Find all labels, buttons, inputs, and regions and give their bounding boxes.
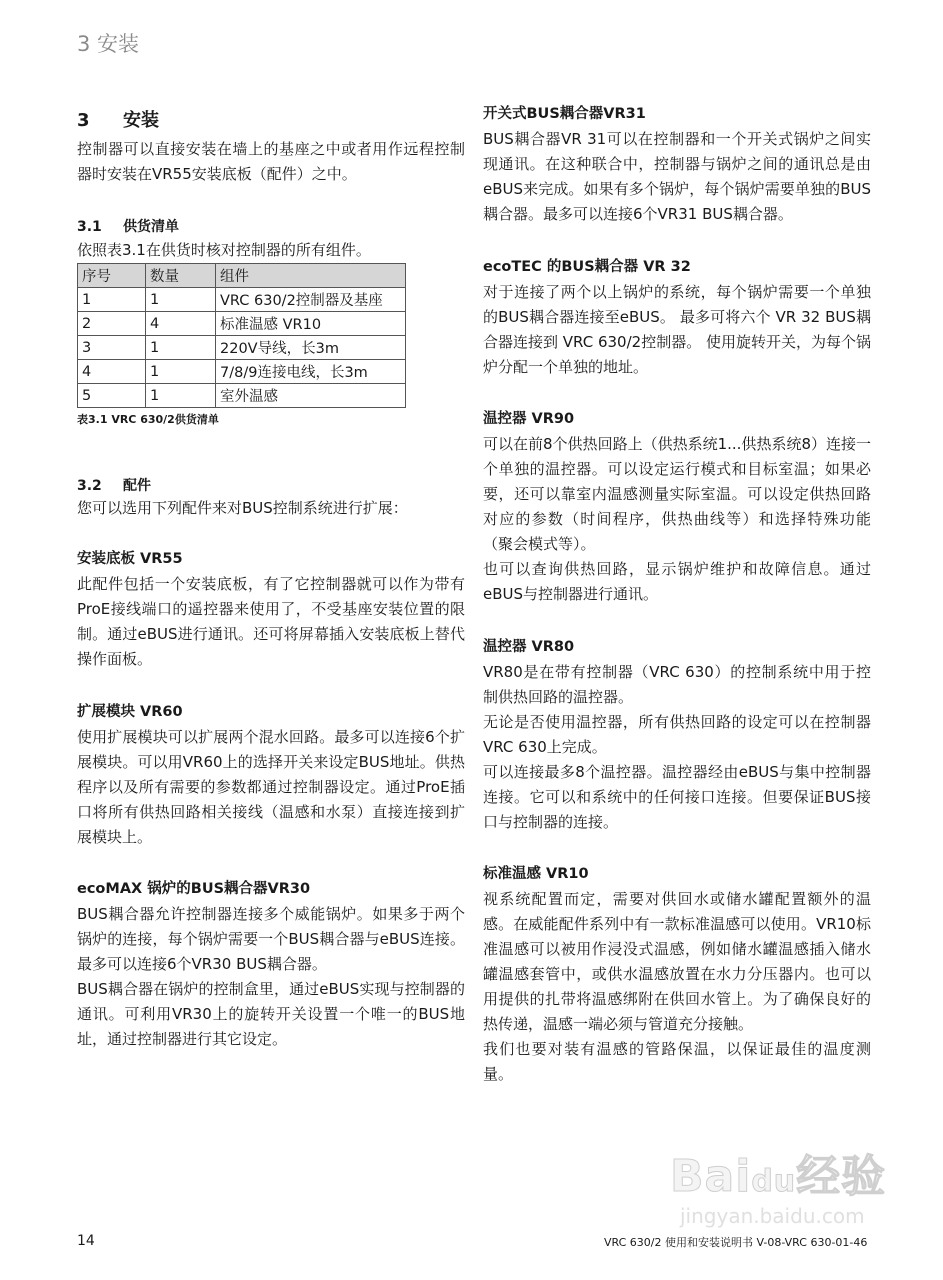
table-header: 组件 <box>216 264 406 288</box>
paragraph: 视系统配置而定，需要对供回水或储水罐配置额外的温感。在威能配件系列中有一款标准温感可以使用。VR10标准温感可以被用作浸没式温感，例如储水罐温感插入储水罐温感套管中，或供水温感放置在水力分压器内。也可以用提供的扎带将温感绑附在供回水管上。为了确保良好的热传递，温感一端必须与管道充分接触。 <box>483 890 871 1033</box>
paragraph: 也可以查询供热回路，显示锅炉维护和故障信息。通过eBUS与控制器进行通讯。 <box>483 560 871 603</box>
table-header: 数量 <box>146 264 216 288</box>
paragraph: BUS耦合器在锅炉的控制盒里，通过eBUS实现与控制器的通讯。可利用VR30上的旋转开关设置一个唯一的BUS地址，通过控制器进行其它设定。 <box>77 980 465 1048</box>
document-footer: VRC 630/2 使用和安装说明书 V-08-VRC 630-01-46 <box>604 1236 868 1249</box>
table-row <box>78 312 406 336</box>
body-vr90 <box>483 432 871 607</box>
section-title: 供货清单 <box>123 219 179 235</box>
table-cell: VRC 630/2控制器及基座 <box>216 288 406 312</box>
table-cell: 室外温感 <box>216 384 406 408</box>
section-text: 依照表3.1在供货时核对控制器的所有组件。 <box>77 241 371 259</box>
table-cell: 4 <box>146 312 216 336</box>
paragraph: VR80是在带有控制器（VRC 630）的控制系统中用于控制供热回路的温控器。 <box>483 663 871 706</box>
paragraph-vr31: BUS耦合器VR 31可以在控制器和一个开关式锅炉之间实现通讯。在这种联合中，控制器与锅炉之间的通讯总是由eBUS来完成。如果有多个锅炉，每个锅炉需要单独的BUS耦合器。最多可以连接6个VR31 BUS耦合器。 <box>483 130 871 223</box>
table-row <box>78 288 406 312</box>
section-heading-3-1 <box>77 216 179 236</box>
running-header: 3 安装 <box>77 32 140 56</box>
chapter-number: 3 <box>77 110 90 131</box>
subheading-vr31: 开关式BUS耦合器VR31 <box>483 106 646 122</box>
chapter-title: 安装 <box>123 110 159 131</box>
chapter-heading <box>77 106 159 132</box>
baidu-watermark-logo: Baidu经验 jingyan.baidu.com <box>670 1151 887 1228</box>
table-cell: 4 <box>78 360 146 384</box>
page-number: 14 <box>77 1233 95 1249</box>
table-cell: 1 <box>146 336 216 360</box>
supply-list-table <box>77 263 406 408</box>
subheading-vr32: ecoTEC 的BUS耦合器 VR 32 <box>483 259 691 275</box>
table-cell: 220V导线，长3m <box>216 336 406 360</box>
paragraph: 可以在前8个供热回路上（供热系统1...供热系统8）连接一个单独的温控器。可以设定运行模式和目标室温；如果必要，还可以靠室内温感测量实际室温。可以设定供热回路对应的参数（时间程序，供热曲线等）和选择特殊功能（聚会模式等）。 <box>483 435 871 553</box>
subheading-vr60: 扩展模块 VR60 <box>77 704 183 720</box>
table-header-row <box>78 264 406 288</box>
body-vr10 <box>483 887 871 1087</box>
table-cell: 标准温感 VR10 <box>216 312 406 336</box>
body-vr30 <box>77 902 465 1052</box>
table-cell: 1 <box>146 360 216 384</box>
paragraph-vr32: 对于连接了两个以上锅炉的系统，每个锅炉需要一个单独的BUS耦合器连接至eBUS。 最多可将六个 VR 32 BUS耦合器连接到 VRC 630/2控制器。 使用旋转开关，为每个锅炉分配一个单独的地址。 <box>483 283 871 376</box>
table-row <box>78 336 406 360</box>
subheading-vr55: 安装底板 VR55 <box>77 551 183 567</box>
table-cell: 5 <box>78 384 146 408</box>
paragraph: 无论是否使用温控器，所有供热回路的设定可以在控制器VRC 630上完成。 <box>483 713 871 756</box>
table-row <box>78 384 406 408</box>
table-cell: 1 <box>78 288 146 312</box>
paragraph-vr60: 使用扩展模块可以扩展两个混水回路。最多可以连接6个扩展模块。可以用VR60上的选择开关来设定BUS地址。供热程序以及所有需要的参数都通过控制器设定。通过ProE插口将所有供热回路相关接线（温感和水泵）直接连接到扩展模块上。 <box>77 728 465 846</box>
paragraph: 我们也要对装有温感的管路保温，以保证最佳的温度测量。 <box>483 1040 871 1083</box>
table-cell: 1 <box>146 288 216 312</box>
section-number: 3.2 <box>77 478 102 494</box>
paragraph: BUS耦合器允许控制器连接多个威能锅炉。如果多于两个锅炉的连接，每个锅炉需要一个BUS耦合器与eBUS连接。最多可以连接6个VR30 BUS耦合器。 <box>77 905 465 973</box>
subheading-vr10: 标准温感 VR10 <box>483 866 589 882</box>
body-vr80 <box>483 660 871 835</box>
section-title: 配件 <box>123 478 151 494</box>
section-text: 您可以选用下列配件来对BUS控制系统进行扩展： <box>77 499 408 517</box>
table-caption: 表3.1 VRC 630/2供货清单 <box>77 413 219 426</box>
table-cell: 7/8/9连接电线，长3m <box>216 360 406 384</box>
table-row <box>78 360 406 384</box>
table-header: 序号 <box>78 264 146 288</box>
subheading-vr80: 温控器 VR80 <box>483 639 575 655</box>
table-cell: 1 <box>146 384 216 408</box>
section-heading-3-2 <box>77 475 151 495</box>
table-cell: 2 <box>78 312 146 336</box>
paragraph-vr55: 此配件包括一个安装底板，有了它控制器就可以作为带有ProE接线端口的遥控器来使用了，不受基座安装位置的限制。通过eBUS进行通讯。还可将屏幕插入安装底板上替代操作面板。 <box>77 575 465 668</box>
paragraph: 可以连接最多8个温控器。温控器经由eBUS与集中控制器连接。它可以和系统中的任何接口连接。但要保证BUS接口与控制器的连接。 <box>483 763 871 831</box>
section-number: 3.1 <box>77 219 102 235</box>
subheading-vr90: 温控器 VR90 <box>483 411 575 427</box>
subheading-vr30: ecoMAX 锅炉的BUS耦合器VR30 <box>77 881 311 897</box>
intro-paragraph: 控制器可以直接安装在墙上的基座之中或者用作远程控制器时安装在VR55安装底板（配件）之中。 <box>77 140 465 183</box>
table-cell: 3 <box>78 336 146 360</box>
